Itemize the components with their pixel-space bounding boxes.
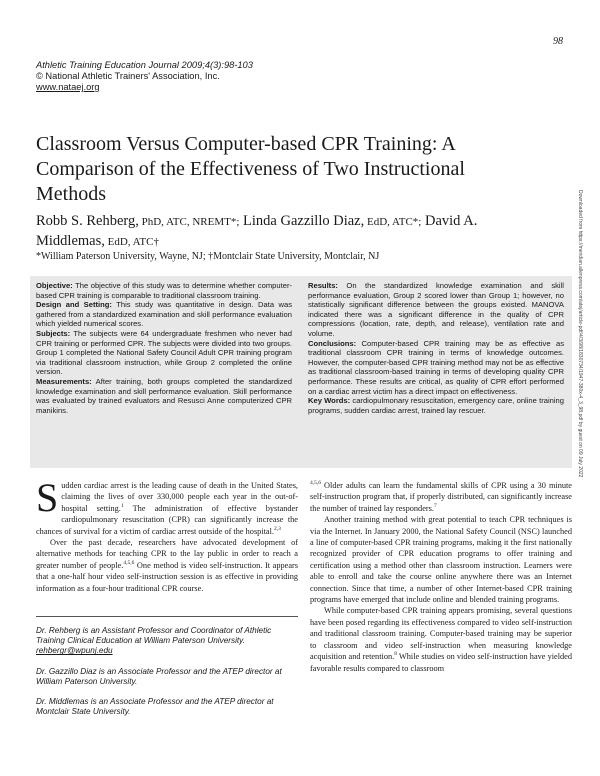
abstract-design: Design and Setting: This study was quantitative in design. Data was gathered from a standardized examination and skill performance evaluation which yielded numerical scores. bbox=[36, 300, 292, 329]
drop-cap: S bbox=[36, 475, 59, 520]
abstract-measurements: Measurements: After training, both groups completed the standardized knowledge examination and skill performance evaluation. Skill performance was evaluated by trained evaluators and Resusci Anne computerized CPR manikins. bbox=[36, 376, 292, 415]
body-right-column bbox=[310, 480, 572, 674]
author-bio: Dr. Middlemas is an Associate Professor and the ATEP director at Montclair State University. bbox=[36, 697, 274, 717]
author-credentials: EdD, ATC† bbox=[104, 235, 159, 248]
abstract-objective: Objective: The objective of this study was to determine whether computer-based CPR training is comparable to traditional classroom training. bbox=[36, 281, 292, 300]
abstract-results: Results: On the standardized knowledge examination and skill performance evaluation, Group 2 scored lower than Group 1; however, no statistically significant difference between the groups existed. MANOVA indicated there was a significant difference in the quality of CPR compressions (location, rate, depth, and release), ventilation rate and volume. bbox=[308, 281, 564, 338]
page-number: 98 bbox=[553, 36, 563, 47]
body-paragraph: Over the past decade, researchers have advocated development of alternative methods for teaching CPR to the lay public in order to reach a greater number of people.$^{4,5,6}$ One method is video self-instruction. It appears that a one-half hour video self-instruction session is as effective in providing information as a four-hour traditional CPR course. bbox=[36, 538, 298, 593]
journal-citation: Athletic Training Education Journal 2009;4(3):98-103 bbox=[36, 60, 253, 70]
body-paragraph-continued: $^{4,5,6}$ Older adults can learn the fundamental skills of CPR using a 30 minute self-instruction program that, if properly distributed, can significantly increase the number of trained lay responders.$^7$ bbox=[310, 480, 572, 513]
body-paragraph: Sudden cardiac arrest is the leading cause of death in the United States, claiming the lives of over 330,000 people each year in the out-of-hospital setting.$^1$ The administration of effective bystander cardiopulmonary resuscitation (CPR) can significantly increase the chances of survival for a victim of cardiac arrest outside of the hospital.$^{2,3}$ bbox=[36, 475, 298, 536]
body-paragraph: While computer-based CPR training appears promising, several questions have been posed regarding its effectiveness compared to video self-instruction and traditional classroom training. Computer-based training may be superior to classroom and video self-instruction when measuring knowledge acquisition and retention.$^8$ While studies on video self-instruction have yielded favorable results compared to classroom bbox=[310, 606, 573, 673]
abstract-keywords: Key Words: cardiopulmonary resuscitation, emergency care, online training programs, sudden cardiac arrest, trained lay rescuer. bbox=[308, 396, 564, 415]
abstract-box bbox=[30, 276, 572, 468]
author-credentials: PhD, ATC, NREMT*; bbox=[138, 216, 240, 228]
abstract-left-column bbox=[36, 281, 292, 415]
author-affiliations: *William Paterson University, Wayne, NJ; †Montclair State University, Montclair, NJ bbox=[36, 251, 380, 262]
author-name: David A. Middlemas, bbox=[36, 213, 478, 249]
download-watermark bbox=[575, 190, 587, 630]
author-bio: Dr. Rehberg is an Assistant Professor and Coordinator of Athletic Training Clinical Education at William Paterson University. rehbergr@wpunj.edu bbox=[36, 626, 272, 656]
footnote-divider bbox=[36, 616, 298, 617]
abstract-right-column bbox=[308, 281, 564, 415]
author-bios bbox=[36, 626, 298, 727]
download-note-text: Downloaded from https://meridian.allenpress.com/atej/article-pdf/4/3/98/1830734/1947-380x-4_3_98.pdf by guest on 09 July 2022 bbox=[577, 190, 583, 478]
abstract-conclusions: Conclusions: Computer-based CPR training may be as effective as traditional classroom CPR training in terms of knowledge outcomes. However, the computer-based CPR training method may not be as effective as traditional classroom-based training in terms of developing quality CPR performance. These results are critical, as quality of CPR effort performed on a cardiac arrest victim has a direct impact on effectiveness. bbox=[308, 338, 564, 396]
author-credentials: EdD, ATC*; bbox=[364, 216, 422, 228]
abstract-subjects: Subjects: The subjects were 64 undergraduate freshmen who never had CPR training or performed CPR. The subjects were divided into two groups. Group 1 completed the National Safety Council Adult CPR training program via traditional classroom instruction, while Group 2 completed the online version. bbox=[36, 328, 292, 377]
body-left-column bbox=[36, 475, 298, 594]
journal-header bbox=[36, 60, 253, 93]
author-bio: Dr. Gazzillo Diaz is an Associate Professor and the ATEP director at William Paterson University. bbox=[36, 666, 282, 686]
author-list bbox=[36, 212, 536, 251]
author-email-link[interactable]: rehbergr@wpunj.edu bbox=[36, 646, 113, 656]
article-title: Classroom Versus Computer-based CPR Training: A Comparison of the Effectiveness of Two Instructional Methods bbox=[36, 133, 465, 205]
author-name: Linda Gazzillo Diaz, bbox=[243, 213, 365, 229]
copyright-line: © National Athletic Trainers' Association, Inc. bbox=[36, 71, 220, 81]
author-name: Robb S. Rehberg, bbox=[36, 213, 139, 229]
body-paragraph: Another training method with great potential to teach CPR techniques is via the Internet. In January 2000, the National Safety Council (NSC) launched a line of computer-based CPR training programs, making it the first nationally recognized provider of CPR education programs to offer training and certification using a method other than classroom instruction. Learners were able to enroll and take the course online anywhere there was an Internet connection. Since that time, a number of other Internet-based CPR training programs have emerged that include online and blended training programs. bbox=[310, 515, 572, 605]
journal-website-link[interactable]: www.nataej.org bbox=[36, 82, 100, 92]
